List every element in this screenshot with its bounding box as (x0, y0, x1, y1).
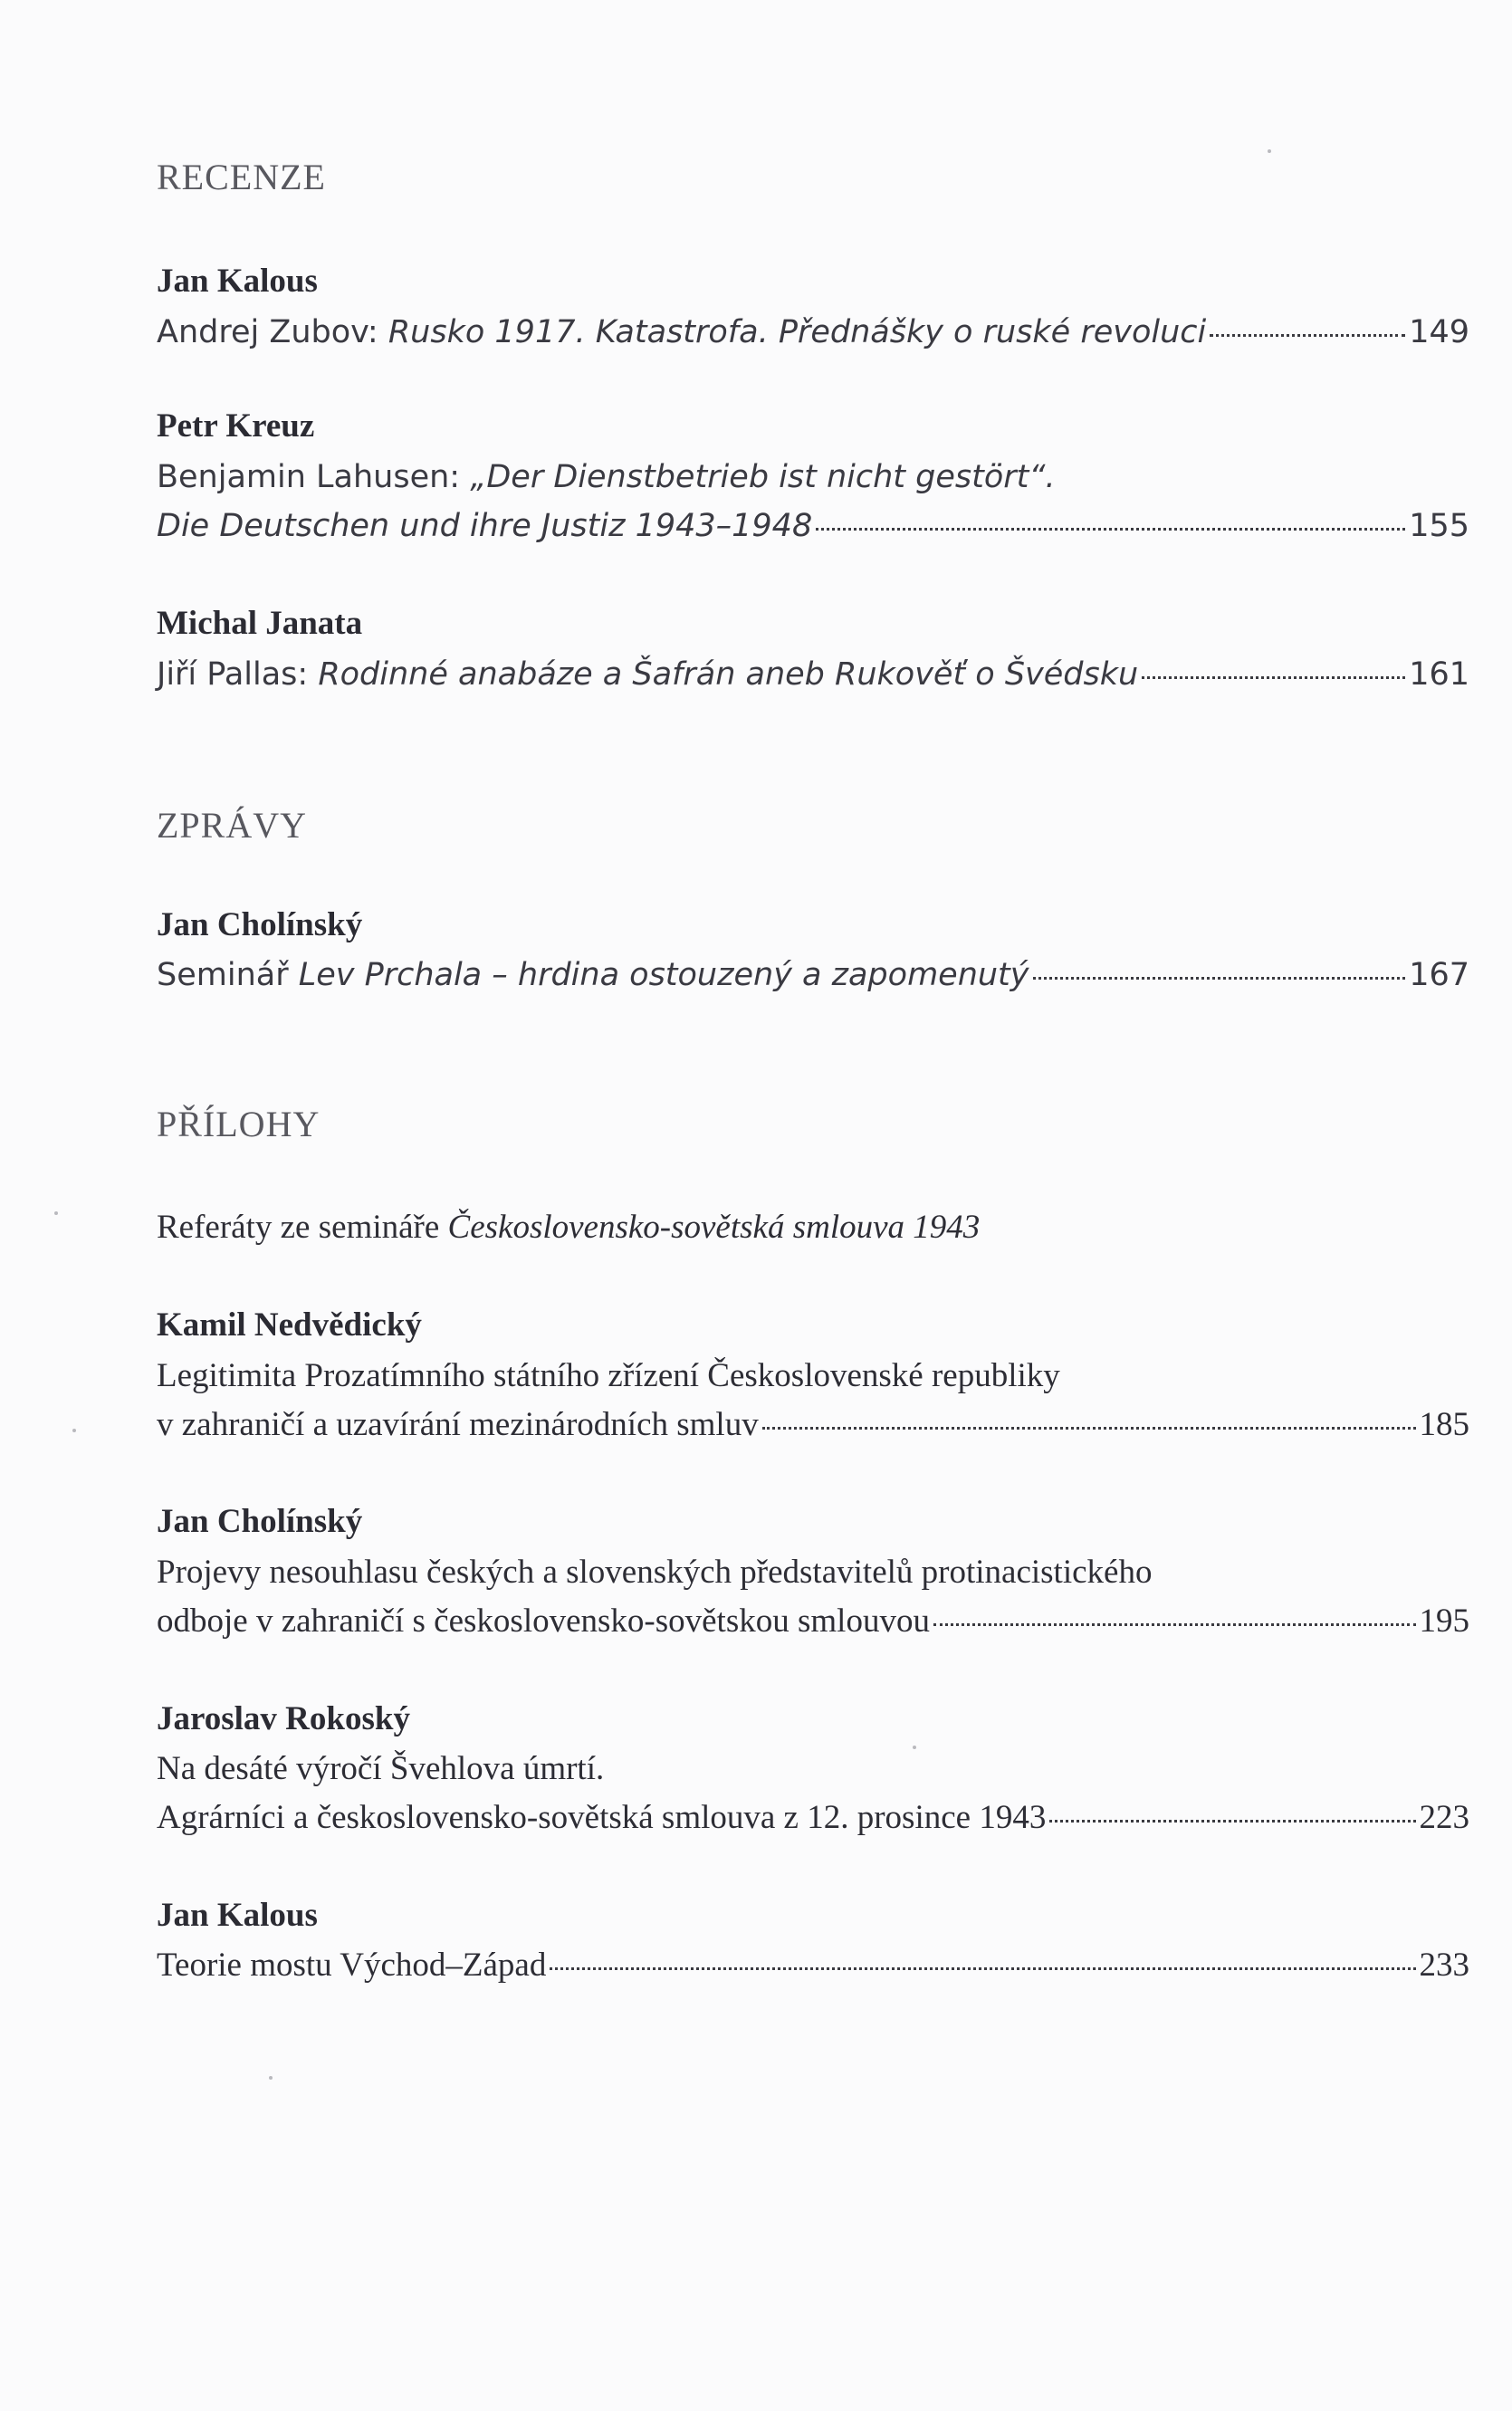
dot-leader (933, 1623, 1416, 1626)
dot-leader (762, 1427, 1416, 1430)
entry-author: Jan Cholínský (157, 906, 363, 943)
entry-title-text: odboje v zahraničí s československo-sovětskou smlouvou (157, 1603, 930, 1640)
paper-speck (72, 1429, 76, 1432)
entry-title-italic: Die Deutschen und ihre Justiz 1943–1948 (157, 508, 813, 544)
toc-entry[interactable] (157, 508, 1469, 544)
entry-author: Michal Janata (157, 605, 363, 642)
dot-leader (1049, 1820, 1415, 1823)
toc-entry[interactable] (157, 1801, 1469, 1834)
toc-entry[interactable] (157, 1604, 1469, 1638)
entry-title-plain: Andrej Zubov: (157, 314, 388, 350)
intro-italic: Československo-sovětská smlouva 1943 (447, 1209, 981, 1246)
toc-entry[interactable] (157, 957, 1469, 993)
entry-title-line: Na desáté výročí Švehlova úmrtí. (157, 1750, 605, 1787)
entry-title-italic: Rusko 1917. Katastrofa. Přednášky o ruské revoluci (388, 314, 1207, 350)
dot-leader (550, 1967, 1415, 1970)
entry-title-plain: Benjamin Lahusen: (157, 459, 471, 495)
page-number: 233 (1419, 1947, 1469, 1984)
dot-leader (1142, 676, 1405, 679)
section-heading-recenze: RECENZE (157, 157, 326, 197)
page-number: 223 (1419, 1799, 1469, 1836)
entry-author: Kamil Nedvědický (157, 1306, 422, 1344)
page-number: 155 (1409, 508, 1469, 544)
entry-title-text: Agrárníci a československo-sovětská smlouva z 12. prosince 1943 (157, 1799, 1047, 1836)
intro-plain: Referáty ze semináře (157, 1209, 448, 1246)
page-number: 149 (1409, 314, 1469, 350)
entry-title-line: Projevy nesouhlasu českých a slovenských představitelů protinacistického (157, 1554, 1153, 1591)
entry-title-italic: Rodinné anabáze a Šafrán aneb Rukověť o Švédsku (318, 656, 1139, 693)
entry-author: Jan Kalous (157, 1897, 318, 1934)
appendix-intro (157, 1210, 980, 1244)
entry-title-italic: Lev Prchala – hrdina ostouzený a zapomenutý (298, 957, 1029, 993)
paper-speck (1268, 149, 1271, 153)
entry-author: Jan Cholínský (157, 1503, 363, 1540)
page-number: 161 (1409, 656, 1469, 693)
entry-author: Jaroslav Rokoský (157, 1700, 410, 1737)
toc-entry[interactable] (157, 656, 1469, 693)
entry-author: Petr Kreuz (157, 407, 315, 445)
entry-title-text: v zahraničí a uzavírání mezinárodních smluv (157, 1406, 759, 1443)
section-heading-zpravy: ZPRÁVY (157, 805, 308, 846)
page-number: 167 (1409, 957, 1469, 993)
entry-title-text: Teorie mostu Východ–Západ (157, 1947, 547, 1984)
paper-speck (269, 2076, 273, 2080)
section-heading-prilohy: PŘÍLOHY (157, 1104, 321, 1144)
toc-entry[interactable] (157, 1948, 1469, 1982)
entry-author: Jan Kalous (157, 263, 318, 300)
toc-entry[interactable] (157, 314, 1469, 350)
page-number: 195 (1419, 1603, 1469, 1640)
paper-speck (913, 1746, 916, 1749)
page-number: 185 (1419, 1406, 1469, 1443)
paper-speck (54, 1211, 58, 1215)
entry-title-italic: „Der Dienstbetrieb ist nicht gestört“. (470, 459, 1056, 495)
toc-entry[interactable] (157, 1408, 1469, 1441)
entry-title-plain: Seminář (157, 957, 299, 993)
entry-title-plain: Jiří Pallas: (157, 656, 319, 693)
dot-leader (816, 528, 1405, 531)
dot-leader (1210, 334, 1405, 337)
entry-title-line: Legitimita Prozatímního státního zřízení Československé republiky (157, 1357, 1060, 1394)
dot-leader (1033, 977, 1406, 980)
entry-title-line (157, 459, 1056, 495)
